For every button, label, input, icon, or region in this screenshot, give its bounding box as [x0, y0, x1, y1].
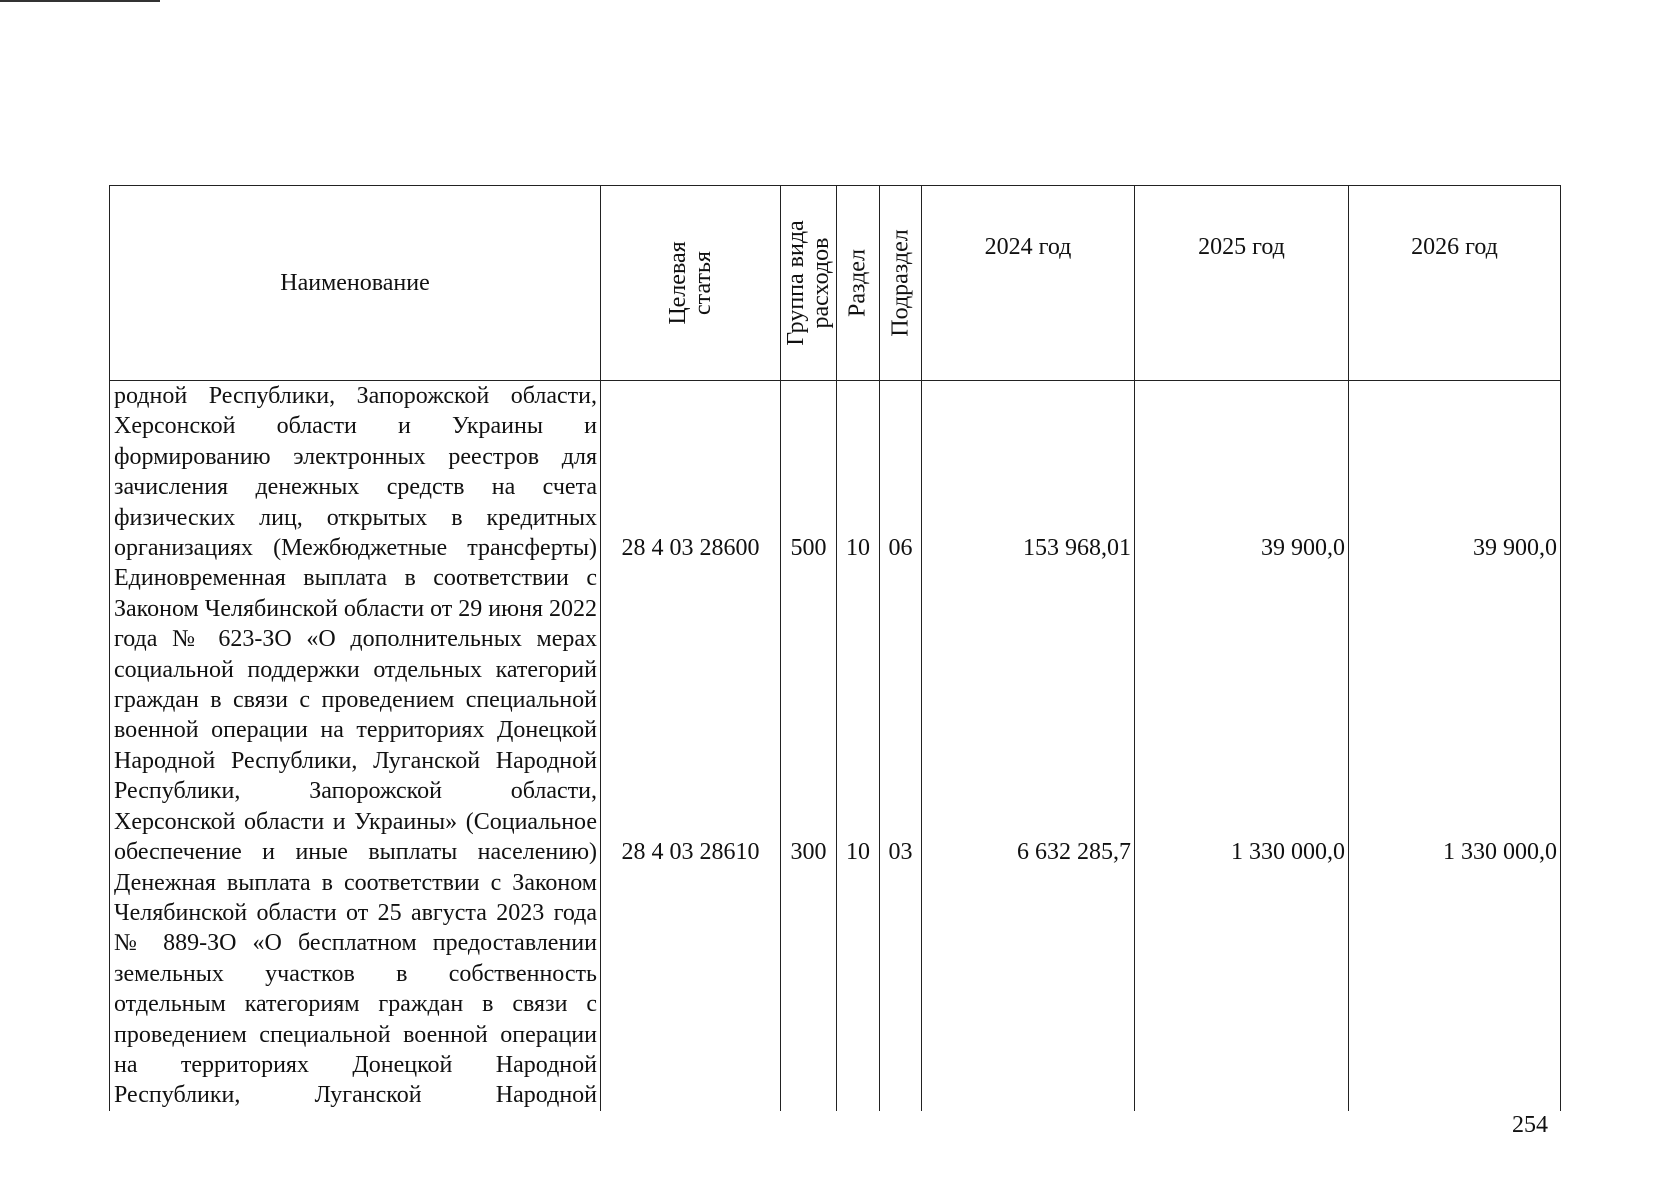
- row-subsection: 03: [880, 563, 922, 867]
- row-value-2026: 39 900,0: [1349, 381, 1561, 564]
- row-expense-group: 500: [781, 381, 837, 564]
- row-value-2026: [1349, 868, 1561, 1111]
- row-name: Денежная выплата в соответствии с Законом Челябинской области от 25 августа 2023 года № 889-ЗО «О бесплатном предоставлении земельных участков в собственность отдельным категориям граждан в связи с проведением специальной военной операции на территориях Донецкой Народной Республики, Луганской Народной: [110, 868, 601, 1111]
- header-name: Наименование: [110, 186, 601, 381]
- table-row: [110, 381, 1561, 564]
- row-section: 10: [837, 563, 880, 867]
- row-value-2025: 1 330 000,0: [1135, 563, 1349, 867]
- row-expense-group: 300: [781, 563, 837, 867]
- row-name: родной Республики, Запорожской области, Херсонской области и Украины и формированию электронных реестров для зачисления денежных средств на счета физических лиц, открытых в кредитных организациях (Межбюджетные трансферты): [110, 381, 601, 564]
- row-name: Единовременная выплата в соответствии с Законом Челябинской области от 29 июня 2022 года № 623-ЗО «О дополнительных мерах социальной поддержки отдельных категорий граждан в связи с проведением специальной военной операции на территориях Донецкой Народной Республики, Луганской Народной Республики, Запорожской области, Херсонской области и Украины» (Социальное обеспечение и иные выплаты населению): [110, 563, 601, 867]
- budget-table: [109, 185, 1561, 1111]
- header-expense-group: Группа вида расходов: [781, 186, 837, 381]
- row-value-2025: [1135, 868, 1349, 1111]
- header-subsection: Подраздел: [880, 186, 922, 381]
- row-target-article: 28 4 03 28610: [601, 563, 781, 867]
- header-target-article: Целевая статья: [601, 186, 781, 381]
- row-target-article: [601, 868, 781, 1111]
- table-row: [110, 868, 1561, 1111]
- row-value-2024: 153 968,01: [922, 381, 1135, 564]
- page-number: 254: [1512, 1112, 1548, 1138]
- header-section: Раздел: [837, 186, 880, 381]
- row-value-2025: 39 900,0: [1135, 381, 1349, 564]
- row-section: 10: [837, 381, 880, 564]
- row-value-2024: 6 632 285,7: [922, 563, 1135, 867]
- header-year-2026: 2026 год: [1349, 186, 1561, 381]
- row-section: [837, 868, 880, 1111]
- row-expense-group: [781, 868, 837, 1111]
- row-target-article: 28 4 03 28600: [601, 381, 781, 564]
- header-year-2025: 2025 год: [1135, 186, 1349, 381]
- header-row: [110, 186, 1561, 381]
- table-row: [110, 563, 1561, 867]
- row-value-2024: [922, 868, 1135, 1111]
- row-value-2026: 1 330 000,0: [1349, 563, 1561, 867]
- row-subsection: [880, 868, 922, 1111]
- row-subsection: 06: [880, 381, 922, 564]
- header-year-2024: 2024 год: [922, 186, 1135, 381]
- top-rule: [0, 0, 160, 2]
